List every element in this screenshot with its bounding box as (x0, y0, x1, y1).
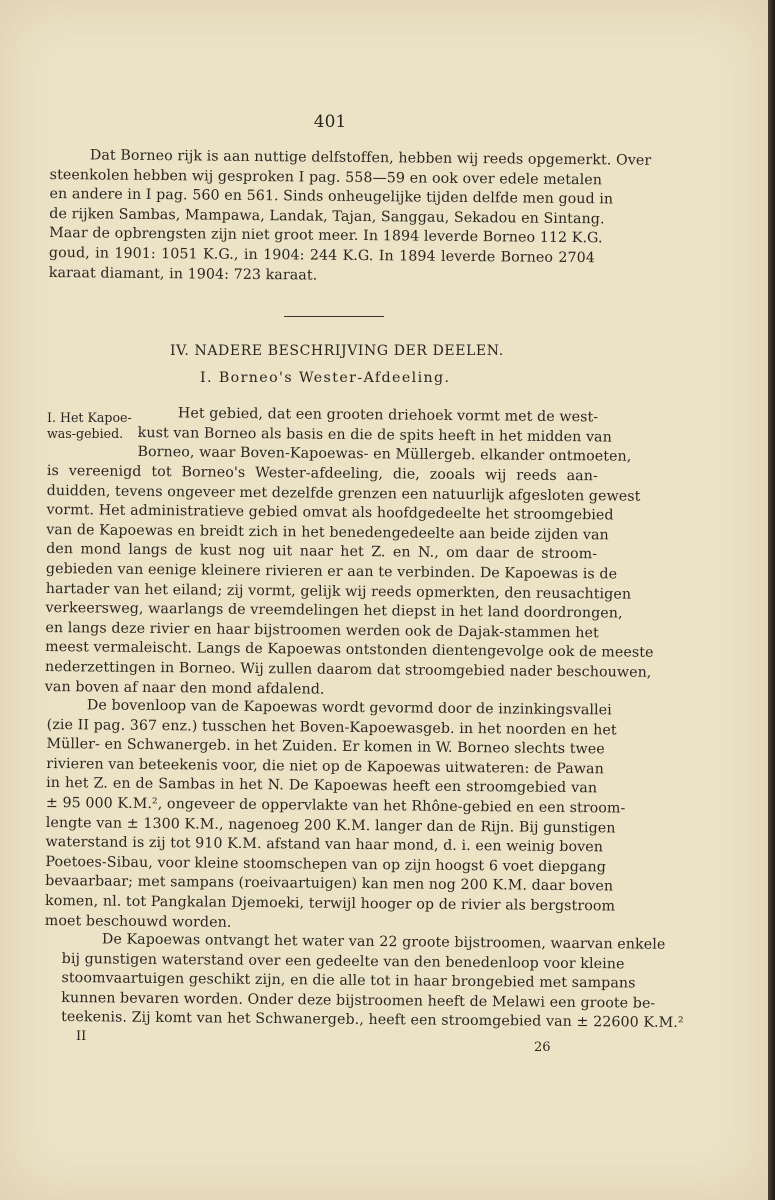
text-line: teekenis. Zij komt van het Schwanergeb., heeft een stroomgebied van ± 22600 K.M.² (61, 1009, 684, 1032)
folio-mark: 26 (534, 1040, 551, 1055)
text-line: Müller- en Schwanergeb. in het Zuiden. Er komen in W. Borneo slechts twee (46, 736, 605, 758)
text-line: Borneo, waar Boven-Kapoewas- en Müllergeb. elkander ontmoeten, (137, 444, 632, 465)
text-line: Maar de opbrengsten zijn niet groot meer. In 1894 leverde Borneo 112 K.G. (49, 225, 603, 247)
text-line: vormt. Het administratieve gebied omvat als hoofdgedeelte het stroomgebied (46, 502, 614, 524)
text-line: in het Z. en de Sambas in het N. De Kapoewas heeft een stroomgebied van (46, 775, 598, 797)
text-line: gebieden van eenige kleinere rivieren er aan te verbinden. De Kapoewas is de (45, 560, 618, 583)
text-line: goud, in 1901: 1051 K.G., in 1904: 244 K.G. In 1894 leverde Borneo 2704 (48, 244, 596, 267)
section-subheading: I. Borneo's Wester-Afdeeling. (200, 370, 451, 386)
text-line: Dat Borneo rijk is aan nuttige delfstoffen, hebben wij reeds opgemerkt. Over (89, 147, 652, 169)
section-heading: IV. NADERE BESCHRIJVING DER DEELEN. (170, 343, 504, 359)
text-line: karaat diamant, in 1904: 723 karaat. (48, 264, 318, 284)
text-line: meest vermaleischt. Langs de Kapoewas ontstonden dientengevolge ook de meeste (45, 639, 654, 662)
text-line: Het gebied, dat een grooten driehoek vormt met de west- (177, 405, 599, 426)
text-line: de rijken Sambas, Mampawa, Landak, Tajan, Sanggau, Sekadou en Sintang. (49, 205, 605, 228)
text-line: is vereenigd tot Borneo's Wester-afdeeling, die, zooals wij reeds aan- (46, 462, 598, 485)
text-line: Poetoes-Sibau, voor kleine stoomschepen van op zijn hoogst 6 voet diepgang (45, 853, 607, 876)
text-line: en langs deze rivier en haar bijstroomen werden ook de Dajak-stammen het (45, 619, 599, 642)
paragraph-bijstroomen (61, 930, 684, 1033)
text-line: en andere in I pag. 560 en 561. Sinds onheugelijke tijden delfde men goud in (49, 186, 614, 208)
text-line: den mond langs de kust nog uit naar het Z. en N., om daar de stroom- (46, 541, 598, 563)
text-line: ± 95 000 K.M.², ongeveer de oppervlakte van het Rhône-gebied en een stroom- (45, 794, 626, 817)
text-line: verkeersweg, waarlangs de vreemdelingen het diepst in het land doordrongen, (45, 600, 623, 622)
signature-mark: II (76, 1029, 87, 1044)
text-line: rivieren van beteekenis voor, die niet op de Kapoewas uitwateren: de Pawan (46, 755, 604, 778)
text-line: komen, nl. tot Pangkalan Djemoeki, terwijl hooger op de rivier als bergstroom (44, 892, 616, 915)
text-line: nederzettingen in Borneo. Wij zullen daarom dat stroomgebied nader beschouwen, (44, 658, 652, 681)
section-divider (284, 316, 384, 317)
page-number: 401 (313, 112, 347, 132)
text-line: moet beschouwd worden. (44, 912, 232, 931)
paragraph-minerals (48, 146, 652, 288)
paragraph-intro (137, 404, 632, 467)
text-line: kunnen bevaren worden. Onder deze bijstroomen heeft de Melawi een groote be- (61, 989, 656, 1012)
margin-note (47, 410, 132, 442)
text-line: steenkolen hebben wij gesproken I pag. 558—59 en ook over edele metalen (49, 166, 603, 188)
page-edge (768, 0, 775, 1200)
text-line: bij gunstigen waterstand over een gedeelte van den benedenloop voor kleine (61, 950, 625, 972)
text-line: kust van Borneo als basis en die de spits heeft in het midden van (137, 424, 612, 446)
text-line: De bovenloop van de Kapoewas wordt gevormd door de inzinkingsvallei (86, 697, 612, 719)
margin-note-line: I. Het Kapoe- (47, 410, 132, 425)
text-line: bevaarbaar; met sampans (roeivaartuigen) kan men nog 200 K.M. daar boven (45, 873, 614, 895)
text-line: De Kapoewas ontvangt het water van 22 groote bijstroomen, waarvan enkele (101, 931, 666, 953)
text-line: lengte van ± 1300 K.M., nagenoeg 200 K.M. langer dan de Rijn. Bij gunstigen (45, 814, 616, 837)
text-line: van boven af naar den mond afdalend. (44, 678, 325, 698)
text-line: stoomvaartuigen geschikt zijn, en die alle tot in haar brongebied met sampans (61, 970, 636, 992)
paragraph-bovenloop (44, 696, 626, 936)
text-line: duidden, tevens ongeveer met dezelfde grenzen een natuurlijk afgesloten gewest (46, 482, 641, 505)
text-line: (zie II pag. 367 enz.) tusschen het Boven-Kapoewasgeb. in het noorden en het (46, 716, 617, 739)
paragraph-wester-afdeeling (44, 462, 654, 702)
margin-note-line: was-gebied. (47, 426, 124, 441)
text-line: van de Kapoewas en breidt zich in het benedengedeelte aan beide zijden van (46, 521, 609, 544)
text-line: hartader van het eiland; zij vormt, gelijk wij reeds opmerkten, den reusachtigen (45, 580, 632, 603)
text-line: waterstand is zij tot 910 K.M. afstand van haar mond, d. i. een weinig boven (45, 834, 604, 856)
